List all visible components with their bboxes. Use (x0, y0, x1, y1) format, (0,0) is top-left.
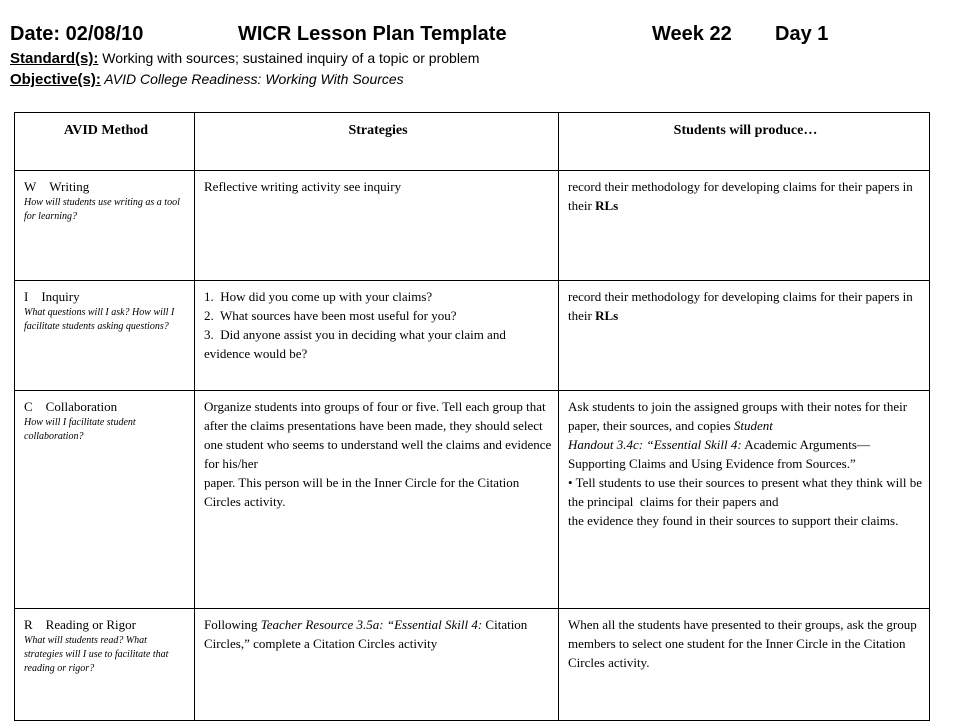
day-label: Day 1 (775, 23, 829, 45)
column-header-strategies: Strategies (195, 113, 559, 171)
method-name: Collaboration (45, 399, 118, 414)
method-letter: R (24, 617, 33, 632)
standard-text: Working with sources; sustained inquiry of a topic or problem (98, 50, 480, 66)
produce-bold: RLs (595, 308, 619, 323)
lesson-header (10, 0, 955, 90)
strategies-cell: Reflective writing activity see inquiry (195, 171, 559, 281)
objective-text: AVID College Readiness: Working With Sources (100, 71, 404, 87)
standard-label: Standard(s): (10, 50, 99, 67)
method-letter: W (24, 179, 37, 194)
method-cell (15, 281, 195, 391)
table-row-reading (15, 609, 930, 721)
strategies-cell: 1. How did you come up with your claims? 2. What sources have been most useful for you? 3. Did anyone assist you in deciding what your claim and evidence would be? (195, 281, 559, 391)
produce-text-italic: Student Handout 3.4c: “Essential Skill 4: (568, 418, 773, 452)
strategies-text-c: Citation Circles,” complete a Citation Circles activity (204, 617, 528, 651)
method-name: Reading or Rigor (45, 617, 136, 632)
method-question: How will students use writing as a tool for learning? (24, 197, 180, 222)
standard-line (10, 48, 955, 69)
strategies-text-italic: Teacher Resource 3.5a: “Essential Skill 4: (260, 617, 483, 632)
method-cell (15, 171, 195, 281)
method-title (24, 615, 188, 634)
page-title: WICR Lesson Plan Template (238, 23, 507, 45)
method-question: What will students read? What strategies will I use to facilitate that reading or rigor? (24, 635, 169, 674)
table-row-inquiry (15, 281, 930, 391)
column-header-method: AVID Method (15, 113, 195, 171)
method-question: What questions will I ask? How will I facilitate students asking questions? (24, 307, 175, 332)
lesson-plan-table (14, 112, 930, 721)
method-cell (15, 391, 195, 609)
table-header-row (15, 113, 930, 171)
produce-cell: When all the students have presented to their groups, ask the group members to select one student for the Inner Circle in the Citation Circles activity. (559, 609, 930, 721)
produce-text: record their methodology for developing claims for their papers in their (568, 179, 913, 213)
column-header-produce: Students will produce… (559, 113, 930, 171)
method-name: Inquiry (41, 289, 80, 304)
produce-text-c: Academic Arguments—Supporting Claims and Using Evidence from Sources.” • Tell students to use their sources to present what they think will be the principal claims for their papers and the evidence they found in their sources to support their claims. (568, 437, 922, 528)
title-row (10, 0, 955, 48)
strategies-cell (195, 609, 559, 721)
table-row-collaboration (15, 391, 930, 609)
method-letter: I (24, 289, 29, 304)
produce-cell (559, 281, 930, 391)
objective-line (10, 69, 955, 90)
date-label: Date: 02/08/10 (10, 23, 144, 45)
method-question: How will I facilitate student collaboration? (24, 417, 136, 442)
method-cell (15, 609, 195, 721)
produce-bold: RLs (595, 198, 619, 213)
produce-text-a: Ask students to join the assigned groups with their notes for their paper, their sources, and copies (568, 399, 911, 433)
method-title (24, 397, 188, 416)
method-title (24, 177, 188, 196)
produce-text: record their methodology for developing claims for their papers in their (568, 289, 913, 323)
method-name: Writing (49, 179, 90, 194)
produce-cell (559, 391, 930, 609)
week-label: Week 22 (652, 23, 732, 45)
table-row-writing (15, 171, 930, 281)
objective-label: Objective(s): (10, 71, 101, 88)
strategies-cell: Organize students into groups of four or five. Tell each group that after the claims presentations have been made, they should select one student who seems to understand well the claims and evidence for his/her paper. This person will be in the Inner Circle for the Citation Circles activity. (195, 391, 559, 609)
method-letter: C (24, 399, 33, 414)
method-title (24, 287, 188, 306)
strategies-text-a: Following (204, 617, 261, 632)
produce-cell (559, 171, 930, 281)
